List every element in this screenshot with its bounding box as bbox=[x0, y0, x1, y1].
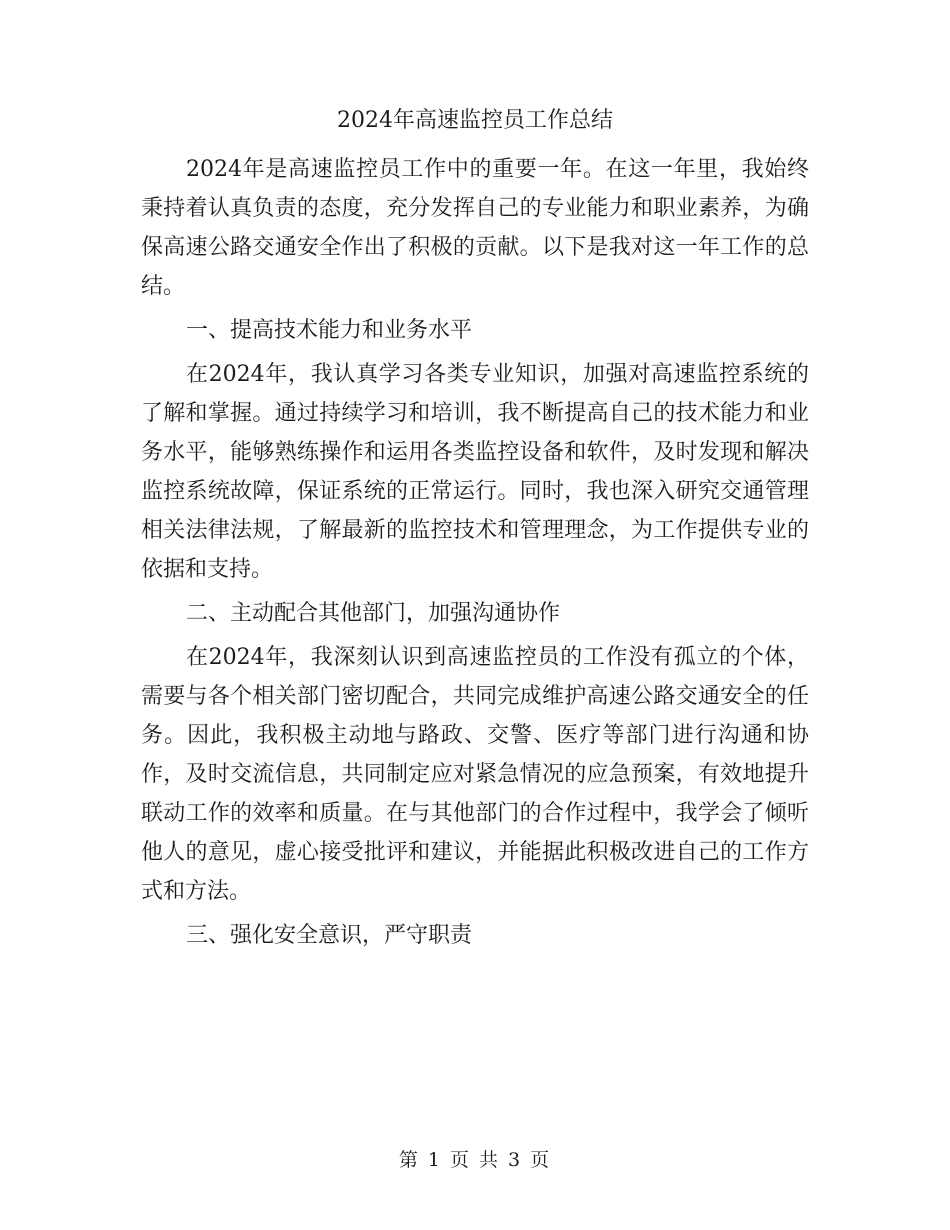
intro-paragraph: 2024年是高速监控员工作中的重要一年。在这一年里，我始终秉持着认真负责的态度，充分发挥自己的专业能力和职业素养，为确保高速公路交通安全作出了积极的贡献。以下是我对这一年工作的总结。 bbox=[141, 157, 809, 299]
page-footer: 第 1 页 共 3 页 bbox=[398, 1149, 552, 1171]
document-body bbox=[141, 150, 809, 960]
document-title: 2024年高速监控员工作总结 bbox=[337, 108, 613, 133]
section-2-paragraph: 在2024年，我深刻认识到高速监控员的工作没有孤立的个体，需要与各个相关部门密切配合，共同完成维护高速公路交通安全的任务。因此，我积极主动地与路政、交警、医疗等部门进行沟通和协作，及时交流信息，共同制定应对紧急情况的应急预案，有效地提升联动工作的效率和质量。在与其他部门的合作过程中，我学会了倾听他人的意见，虚心接受批评和建议，并能据此积极改进自己的工作方式和方法。 bbox=[141, 645, 809, 904]
section-1-paragraph: 在2024年，我认真学习各类专业知识，加强对高速监控系统的了解和掌握。通过持续学习和培训，我不断提高自己的技术能力和业务水平，能够熟练操作和运用各类监控设备和软件，及时发现和解决监控系统故障，保证系统的正常运行。同时，我也深入研究交通管理相关法律法规，了解最新的监控技术和管理理念，为工作提供专业的依据和支持。 bbox=[141, 362, 809, 582]
section-3-heading: 三、强化安全意识，严守职责 bbox=[186, 923, 473, 948]
section-2-heading: 二、主动配合其他部门，加强沟通协作 bbox=[186, 601, 561, 626]
section-1-heading: 一、提高技术能力和业务水平 bbox=[186, 318, 473, 343]
